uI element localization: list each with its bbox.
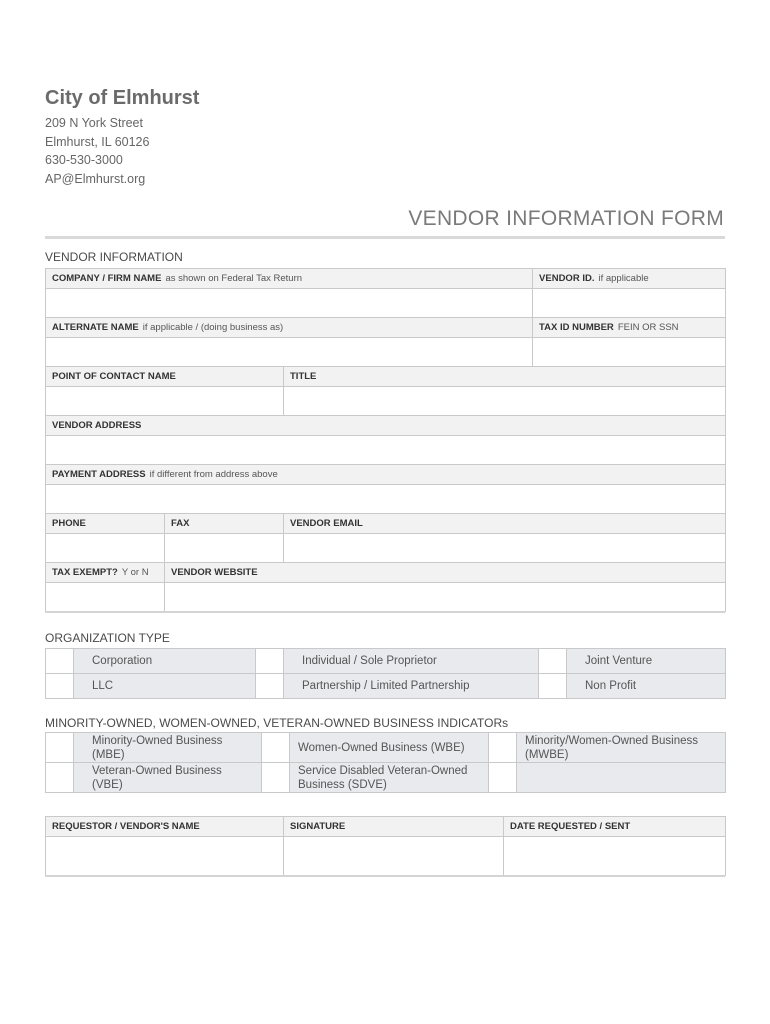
corporation-option: Corporation — [74, 649, 256, 674]
requestor-name-field[interactable] — [46, 837, 284, 876]
vendor-website-field[interactable] — [165, 583, 726, 612]
org-city: Elmhurst, IL 60126 — [45, 135, 150, 149]
mwbe-checkbox[interactable] — [489, 733, 517, 763]
phone-label: PHONE — [46, 514, 165, 534]
sdve-checkbox[interactable] — [262, 763, 290, 793]
contact-name-field[interactable] — [46, 387, 284, 416]
signature-table — [45, 816, 726, 876]
signature-label: SIGNATURE — [284, 817, 504, 837]
wbe-option: Women-Owned Business (WBE) — [290, 733, 489, 763]
organization-type-heading: ORGANIZATION TYPE — [45, 631, 170, 645]
vendor-info-table — [45, 268, 726, 612]
company-name-label: COMPANY / FIRM NAME as shown on Federal Tax Return — [46, 269, 533, 289]
business-indicators-heading: MINORITY-OWNED, WOMEN-OWNED, VETERAN-OWNED BUSINESS INDICATORs — [45, 716, 509, 730]
sole-proprietor-checkbox[interactable] — [256, 649, 284, 674]
payment-address-label: PAYMENT ADDRESS if different from address above — [46, 465, 726, 485]
partnership-option: Partnership / Limited Partnership — [284, 674, 539, 699]
org-email: AP@Elmhurst.org — [45, 172, 146, 186]
date-requested-label: DATE REQUESTED / SENT — [504, 817, 726, 837]
empty-option-cell — [517, 763, 726, 793]
vendor-info-bottom-rule — [45, 611, 725, 613]
joint-venture-option: Joint Venture — [567, 649, 726, 674]
mwbe-option: Minority/Women-Owned Business (MWBE) — [517, 733, 726, 763]
org-name: City of Elmhurst — [45, 87, 200, 109]
vendor-email-label: VENDOR EMAIL — [284, 514, 726, 534]
tax-id-label: TAX ID NUMBER FEIN OR SSN — [533, 318, 726, 338]
fax-field[interactable] — [165, 534, 284, 563]
llc-checkbox[interactable] — [46, 674, 74, 699]
tax-id-field[interactable] — [533, 338, 726, 367]
sdve-option: Service Disabled Veteran-Owned Business (SDVE) — [290, 763, 489, 793]
corporation-checkbox[interactable] — [46, 649, 74, 674]
requestor-name-label: REQUESTOR / VENDOR'S NAME — [46, 817, 284, 837]
tax-exempt-field[interactable] — [46, 583, 165, 612]
non-profit-checkbox[interactable] — [539, 674, 567, 699]
wbe-checkbox[interactable] — [262, 733, 290, 763]
company-name-field[interactable] — [46, 289, 533, 318]
empty-checkbox — [489, 763, 517, 793]
title-field[interactable] — [284, 387, 726, 416]
vbe-checkbox[interactable] — [46, 763, 74, 793]
title-label: TITLE — [284, 367, 726, 387]
payment-address-field[interactable] — [46, 485, 726, 514]
alternate-name-label: ALTERNATE NAME if applicable / (doing business as) — [46, 318, 533, 338]
fax-label: FAX — [165, 514, 284, 534]
vendor-email-field[interactable] — [284, 534, 726, 563]
vendor-id-field[interactable] — [533, 289, 726, 318]
mbe-option: Minority-Owned Business (MBE) — [74, 733, 262, 763]
joint-venture-checkbox[interactable] — [539, 649, 567, 674]
mbe-checkbox[interactable] — [46, 733, 74, 763]
form-title: VENDOR INFORMATION FORM — [408, 207, 724, 230]
organization-type-table — [45, 648, 726, 699]
tax-exempt-label: TAX EXEMPT? Y or N — [46, 563, 165, 583]
non-profit-option: Non Profit — [567, 674, 726, 699]
business-indicators-table — [45, 732, 726, 793]
vbe-option: Veteran-Owned Business (VBE) — [74, 763, 262, 793]
vendor-website-label: VENDOR WEBSITE — [165, 563, 726, 583]
alternate-name-field[interactable] — [46, 338, 533, 367]
org-phone: 630-530-3000 — [45, 153, 123, 167]
llc-option: LLC — [74, 674, 256, 699]
sole-proprietor-option: Individual / Sole Proprietor — [284, 649, 539, 674]
vendor-address-label: VENDOR ADDRESS — [46, 416, 726, 436]
partnership-checkbox[interactable] — [256, 674, 284, 699]
date-requested-field[interactable] — [504, 837, 726, 876]
vendor-id-label: VENDOR ID. if applicable — [533, 269, 726, 289]
contact-name-label: POINT OF CONTACT NAME — [46, 367, 284, 387]
signature-field[interactable] — [284, 837, 504, 876]
vendor-address-field[interactable] — [46, 436, 726, 465]
title-divider — [45, 236, 725, 239]
signature-bottom-rule — [45, 875, 725, 877]
vendor-info-heading: VENDOR INFORMATION — [45, 250, 183, 264]
org-street: 209 N York Street — [45, 116, 143, 130]
phone-field[interactable] — [46, 534, 165, 563]
